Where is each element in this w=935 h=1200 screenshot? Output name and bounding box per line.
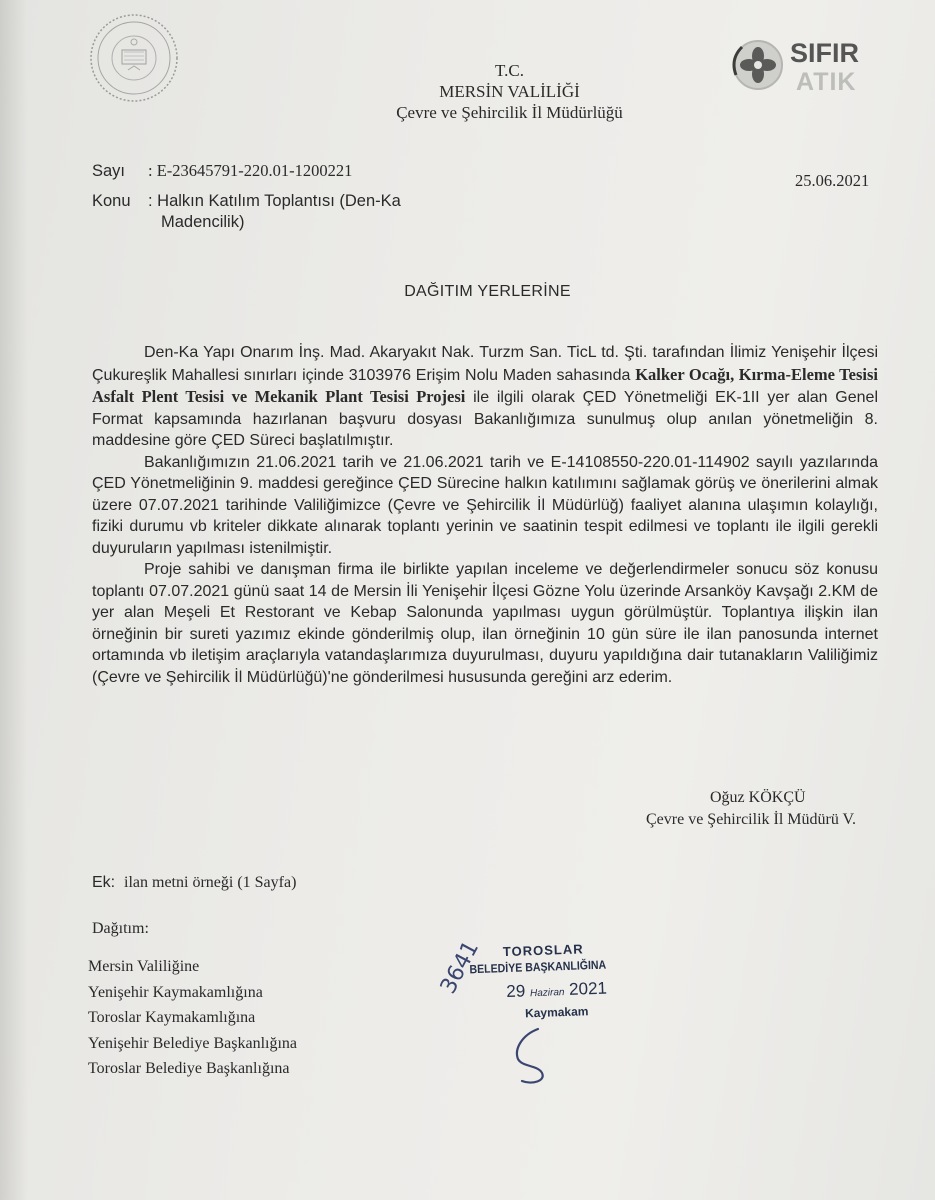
letterhead bbox=[0, 60, 935, 123]
handwritten-signature bbox=[508, 1025, 558, 1087]
konu-value-continued: Madencilik) bbox=[161, 213, 245, 231]
handwritten-number: 3641 bbox=[435, 936, 485, 999]
stamp-line-kaymakam: Kaymakam bbox=[524, 1004, 589, 1021]
stamp-day: 29 bbox=[505, 981, 526, 1002]
attachment-value: ilan metni örneği (1 Sayfa) bbox=[124, 874, 297, 891]
signer-name: Oğuz KÖKÇÜ bbox=[710, 789, 806, 806]
paragraph-1-text-b: ile ilgili olarak ÇED Yönetmeliği EK-1II yer alan Genel Format kapsamında hazırlanan başvuru dosyası Bakanlığımıza sunulmuş olup anılan yönetmeliğin 8. maddesine göre ÇED Süreci başlatılmıştır. bbox=[92, 389, 879, 449]
letter-body bbox=[92, 342, 878, 688]
paragraph-1-text-a: Den-Ka Yapı Onarım İnş. Mad. Akaryakıt Nak. Turzm San. TicL td. Şti. tarafından İlimiz Yenişehir İlçesi Çukureşlik Mahallesi sınırları içinde 3103976 Erişim Nolu Maden sahasında bbox=[92, 344, 878, 384]
header-line-tc: T.C. bbox=[495, 61, 524, 80]
konu-label: Konu bbox=[92, 192, 131, 210]
logo-text-bottom: ATIK bbox=[796, 68, 857, 96]
distribution-item: Yenişehir Belediye Başkanlığına bbox=[88, 1034, 298, 1052]
logo-text-top: SIFIR bbox=[790, 38, 860, 68]
distribution-item: Yenişehir Kaymakamlığına bbox=[88, 983, 263, 1001]
attachment-label: Ek: bbox=[92, 874, 116, 891]
received-stamp bbox=[469, 939, 662, 1026]
paragraph-2: Bakanlığımızın 21.06.2021 tarih ve 21.06.2021 tarih ve E-14108550-220.01-114902 sayılı yazılarında ÇED Yönetmeliğinin 9. maddesi gereğince ÇED Sürecine halkın katılımını sağlamak görüş ve önerilerini almak üzere 07.07.2021 tarihinde Valiliğimizce (Çevre ve Şehircilik İl Müdürlüğ) faaliyet alanına ulaşımın kolaylığı, fiziki durumu vb kriteler dikkate alınarak toplantı yerinin ve saatinin tespit edilmesi ve toplantı ile ilgili gerekli duyuruların yapılması istenilmiştir. bbox=[92, 453, 878, 557]
konu-value: : Halkın Katılım Toplantısı (Den-Ka bbox=[148, 192, 401, 210]
project-name: Kalker Ocağı, Kırma-Eleme Tesisi Asfalt Plent Tesisi ve Mekanik Plant Tesisi Projesi bbox=[92, 364, 878, 406]
konu-row bbox=[92, 189, 401, 213]
stamp-month: Haziran bbox=[529, 987, 565, 1000]
attachment-line bbox=[92, 874, 296, 892]
distribution-list bbox=[88, 954, 297, 1082]
distribution-label: Dağıtım: bbox=[92, 920, 149, 937]
sayi-row bbox=[92, 161, 352, 181]
header-line-valilik: MERSİN VALİLİĞİ bbox=[439, 82, 580, 101]
sayi-value: : E-23645791-220.01-1200221 bbox=[148, 161, 353, 180]
paragraph-3: Proje sahibi ve danışman firma ile birlikte yapılan inceleme ve değerlendirmeler sonucu söz konusu toplantı 07.07.2021 günü saat 14 de Mersin İli Yenişehir İlçesi Gözne Yolu üzerinde Arsanköy Kavşağı 2.KM de yer alan Meşeli Et Restorant ve Kebap Salonunda yapılması uygun görülmüştür. Toplantıya ilişkin ilan örneğinin bir sureti yazımız ekinde gönderilmiş olup, ilan örneğinin 10 gün süre ile ilan panosunda internet ortamında vb iletişim araçlarıyla vatandaşlarımıza duyurulması, duyuru yapıldığına dair tutanakların Valiliğimiz (Çevre ve Şehircilik İl Müdürlüğü)'ne gönderilmesi hususunda gereğini arz ederim. bbox=[92, 561, 878, 686]
stamp-date bbox=[506, 979, 607, 1003]
page-shadow bbox=[0, 0, 28, 1200]
distribution-item: Toroslar Kaymakamlığına bbox=[88, 1009, 256, 1026]
sayi-label: Sayı bbox=[92, 162, 126, 180]
header-line-mudurluk: Çevre ve Şehircilik İl Müdürlüğü bbox=[396, 103, 623, 122]
document-date: 25.06.2021 bbox=[795, 171, 870, 190]
recipients-heading-text: DAĞITIM YERLERİNE bbox=[404, 283, 571, 300]
distribution-item: Toroslar Belediye Başkanlığına bbox=[88, 1060, 290, 1077]
stamp-year: 2021 bbox=[568, 978, 608, 999]
stamp-line-toroslar: TOROSLAR bbox=[502, 941, 584, 960]
distribution-item: Mersin Valiliğine bbox=[88, 958, 200, 975]
paragraph-1 bbox=[92, 342, 878, 452]
stamp-line-belediye: BELEDİYE BAŞKANLIĞINA bbox=[469, 957, 607, 977]
recipients-heading bbox=[0, 283, 935, 301]
signature-block bbox=[646, 787, 896, 831]
signer-title: Çevre ve Şehircilik İl Müdürü V. bbox=[646, 811, 857, 828]
